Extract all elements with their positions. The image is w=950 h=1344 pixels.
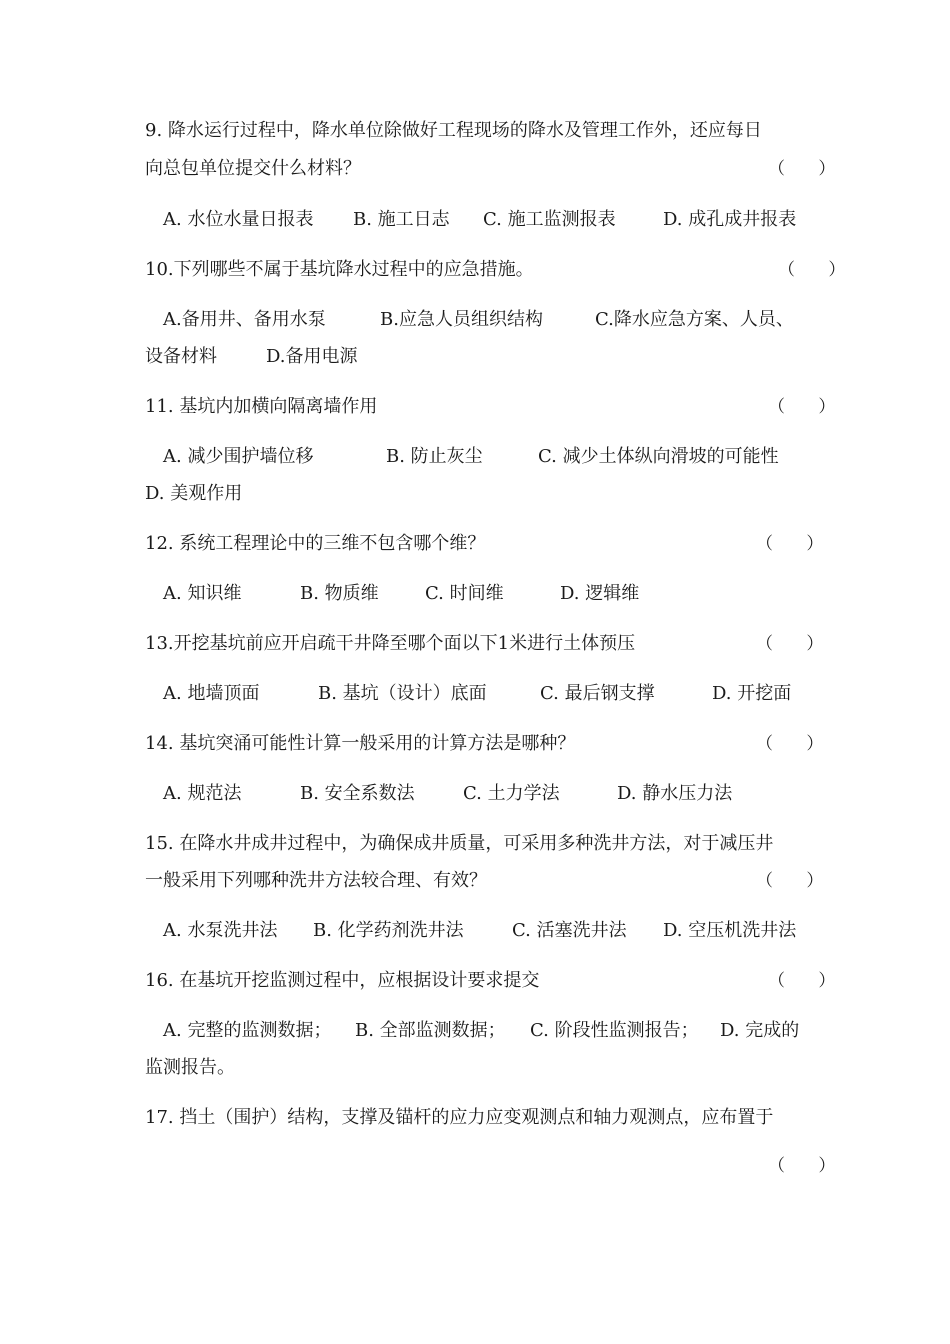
- question-14-option-b: B. 安全系数法: [300, 783, 415, 804]
- question-9-option-c: C. 施工监测报表: [483, 209, 616, 230]
- question-9-line-1: 9. 降水运行过程中，降水单位除做好工程现场的降水及管理工作外，还应每日: [145, 120, 762, 141]
- question-13-option-b: B. 基坑（设计）底面: [318, 683, 487, 704]
- question-10-option-c-continued: 设备材料: [145, 346, 217, 367]
- question-16-option-d-continued: 监测报告。: [145, 1057, 235, 1078]
- question-15-option-d: D. 空压机洗井法: [663, 920, 797, 941]
- question-15-answer-bracket: （ ）: [756, 871, 838, 891]
- question-9-answer-bracket: （ ）: [768, 159, 850, 179]
- question-14-option-c: C. 土力学法: [463, 783, 560, 804]
- question-14-option-d: D. 静水压力法: [617, 783, 733, 804]
- question-10-option-b: B.应急人员组织结构: [380, 309, 543, 330]
- question-12-option-a: A. 知识维: [163, 583, 242, 604]
- question-11-line-1: 11. 基坑内加横向隔离墙作用: [145, 396, 378, 417]
- question-16-line-1: 16. 在基坑开挖监测过程中，应根据设计要求提交: [145, 970, 540, 991]
- question-12-option-d: D. 逻辑维: [560, 583, 640, 604]
- question-11-option-a: A. 减少围护墙位移: [163, 446, 314, 467]
- question-11-option-c: C. 减少土体纵向滑坡的可能性: [538, 446, 779, 467]
- question-16-answer-bracket: （ ）: [768, 971, 850, 991]
- question-13-option-a: A. 地墙顶面: [163, 683, 260, 704]
- question-10-option-d: D.备用电源: [266, 346, 358, 367]
- question-15-option-a: A. 水泵洗井法: [163, 920, 278, 941]
- question-14-answer-bracket: （ ）: [756, 734, 838, 754]
- question-12-line-1: 12. 系统工程理论中的三维不包含哪个维？: [145, 533, 486, 554]
- question-10-line-1: 10.下列哪些不属于基坑降水过程中的应急措施。: [145, 259, 534, 280]
- question-9-line-2: 向总包单位提交什么材料？: [145, 158, 361, 179]
- question-12-option-b: B. 物质维: [300, 583, 379, 604]
- question-16-option-c: C. 阶段性监测报告；: [530, 1020, 699, 1041]
- question-16-option-b: B. 全部监测数据；: [355, 1020, 506, 1041]
- question-10-option-a: A.备用井、备用水泵: [163, 309, 326, 330]
- question-17-line-1: 17. 挡土（围护）结构，支撑及锚杆的应力应变观测点和轴力观测点，应布置于: [145, 1107, 774, 1128]
- question-11-answer-bracket: （ ）: [768, 397, 850, 417]
- question-12-option-c: C. 时间维: [425, 583, 504, 604]
- question-13-option-d: D. 开挖面: [712, 683, 792, 704]
- question-9-option-a: A. 水位水量日报表: [163, 209, 314, 230]
- question-13-answer-bracket: （ ）: [756, 634, 838, 654]
- question-15-option-b: B. 化学药剂洗井法: [313, 920, 464, 941]
- question-15-line-1: 15. 在降水井成井过程中，为确保成井质量，可采用多种洗井方法，对于减压井: [145, 833, 774, 854]
- question-17-answer-bracket: （ ）: [768, 1156, 850, 1176]
- question-16-option-a: A. 完整的监测数据；: [163, 1020, 332, 1041]
- question-11-option-d: D. 美观作用: [145, 483, 243, 504]
- question-16-option-d: D. 完成的: [720, 1020, 800, 1041]
- question-14-option-a: A. 规范法: [163, 783, 242, 804]
- question-9-option-d: D. 成孔成井报表: [663, 209, 797, 230]
- question-12-answer-bracket: （ ）: [756, 534, 838, 554]
- question-9-option-b: B. 施工日志: [353, 209, 450, 230]
- question-10-option-c: C.降水应急方案、人员、: [595, 309, 794, 330]
- question-15-line-2: 一般采用下列哪种洗井方法较合理、有效？: [145, 870, 487, 891]
- question-11-option-b: B. 防止灰尘: [386, 446, 483, 467]
- question-13-line-1: 13.开挖基坑前应开启疏干井降至哪个面以下1米进行土体预压: [145, 633, 636, 654]
- question-15-option-c: C. 活塞洗井法: [512, 920, 627, 941]
- question-13-option-c: C. 最后钢支撑: [540, 683, 655, 704]
- question-14-line-1: 14. 基坑突涌可能性计算一般采用的计算方法是哪种？: [145, 733, 576, 754]
- question-10-answer-bracket: （ ）: [778, 260, 860, 280]
